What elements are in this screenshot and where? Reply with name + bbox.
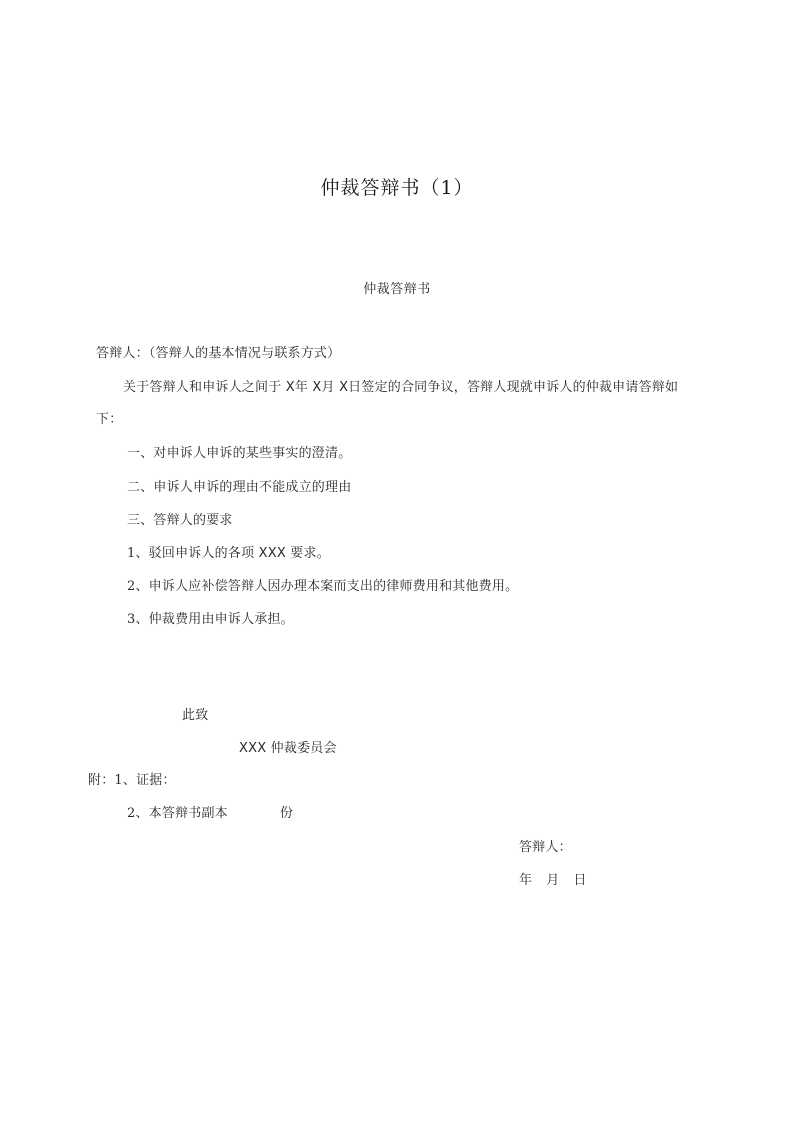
- demand-3: 3、仲裁费用由申诉人承担。: [127, 612, 294, 627]
- demand-1: [127, 546, 330, 562]
- demand-1-suffix: 要求。: [290, 546, 330, 561]
- demand-1-code: XXX: [258, 546, 286, 561]
- closing-recipient: [239, 741, 337, 757]
- attachments-label: 附：: [88, 773, 115, 788]
- demand-2: 2、申诉人应补偿答辩人因办理本案而支出的律师费用和其他费用。: [127, 579, 519, 594]
- section-3: 三、答辩人的要求: [127, 513, 233, 528]
- signature-label: 答辩人：: [519, 840, 572, 855]
- document-heading: 仲裁答辩书: [363, 282, 431, 297]
- section-2: 二、申诉人申诉的理由不能成立的理由: [127, 480, 352, 495]
- attachment-item-1: 1、证据：: [114, 773, 176, 788]
- attachments-line-1: [88, 773, 176, 789]
- respondent-label: 答辩人：: [96, 346, 149, 361]
- intro-month: 月: [321, 380, 335, 395]
- signature-day: 日: [573, 873, 587, 888]
- intro-continuation: 下：: [96, 412, 123, 427]
- intro-text-2: 日签定的合同争议，答辩人现就申诉人的仲裁申请答辩如: [348, 380, 679, 395]
- signature-month: 月: [546, 873, 560, 888]
- intro-year: 年: [294, 380, 309, 395]
- attachments-line-2: [127, 806, 293, 822]
- document-title: 仲裁答辩书（1）: [320, 177, 474, 199]
- respondent-info: （答辩人的基本情况与联系方式）: [148, 346, 341, 361]
- demand-1-prefix: 1、驳回申诉人的各项: [127, 546, 255, 561]
- signature-year: 年: [519, 873, 533, 888]
- intro-x-month: X: [312, 380, 322, 395]
- section-1: 一、对申诉人申诉的某些事实的澄清。: [127, 446, 352, 461]
- intro-text-1: 关于答辩人和申诉人之间于: [123, 380, 282, 395]
- intro-paragraph: [123, 380, 678, 396]
- recipient-code: XXX: [239, 741, 267, 756]
- closing-salutation: 此致: [182, 708, 209, 723]
- intro-x-day: X: [339, 380, 349, 395]
- attachment-item-2: 2、本答辩书副本: [127, 806, 228, 821]
- respondent-line: [96, 346, 340, 362]
- recipient-name: 仲裁委员会: [270, 741, 337, 756]
- attachment-item-2-unit: 份: [279, 806, 294, 821]
- intro-x-year: X: [285, 380, 295, 395]
- signature-date: [519, 873, 587, 889]
